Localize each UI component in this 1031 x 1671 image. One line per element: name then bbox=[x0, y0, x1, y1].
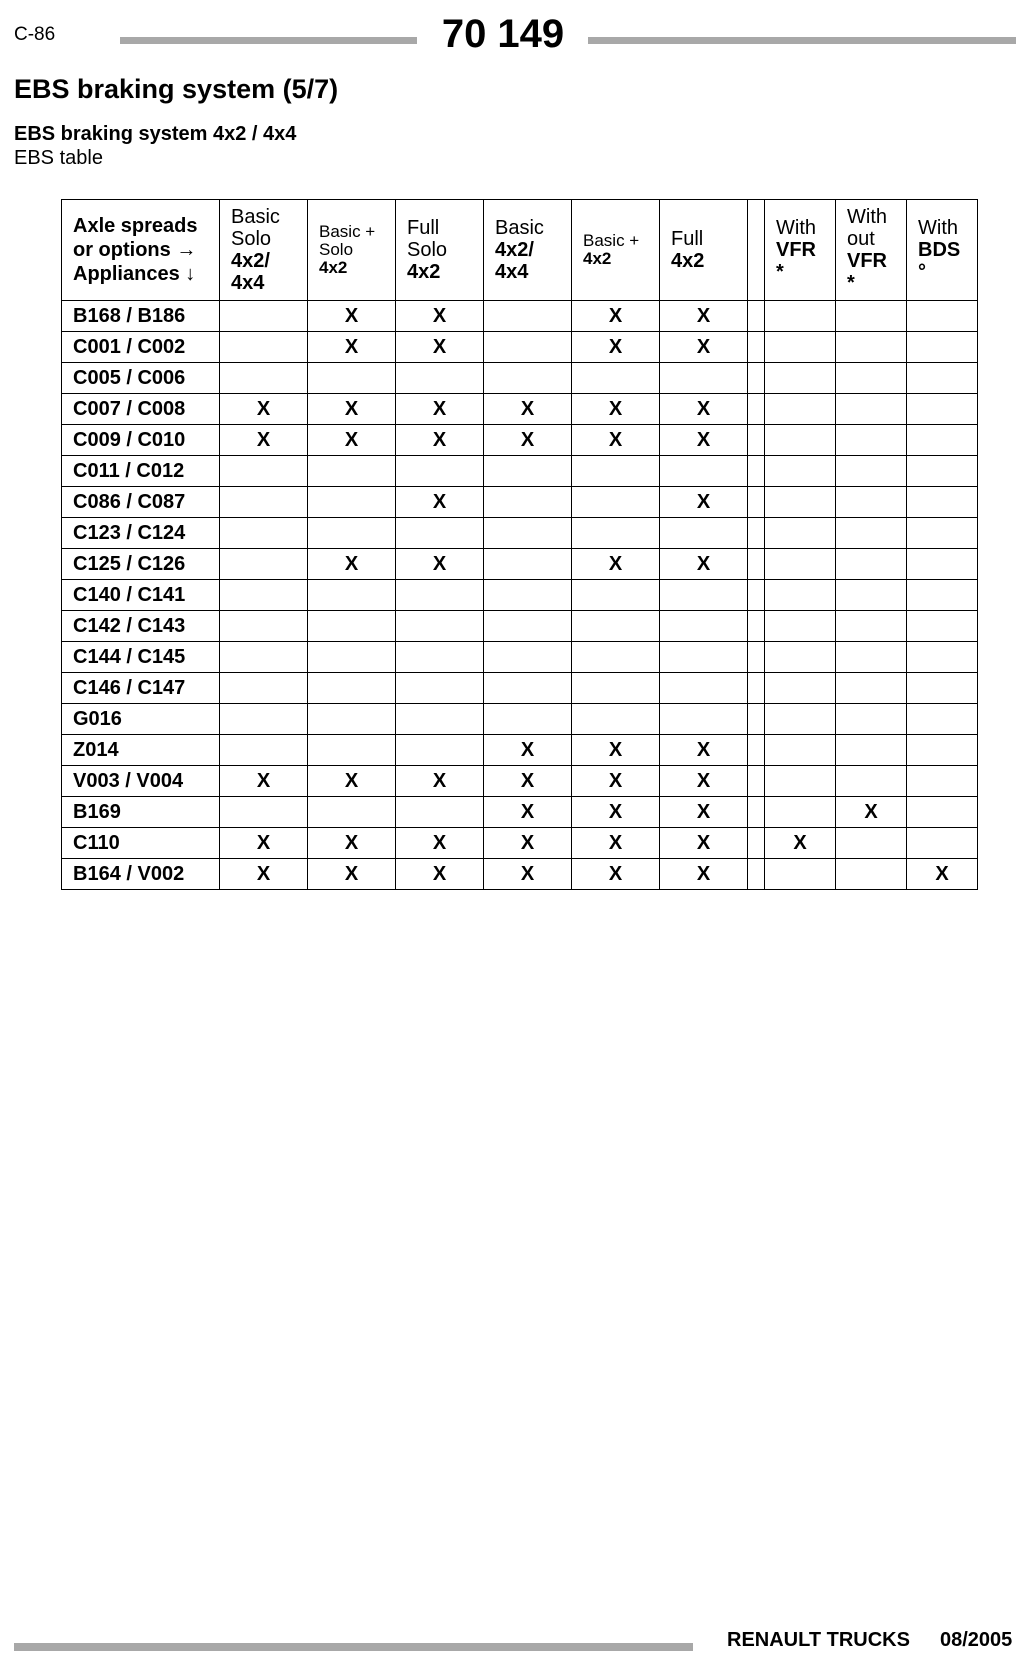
col-header-text: BDS bbox=[918, 239, 961, 261]
appliance-cell: B168 / B186 bbox=[62, 301, 220, 332]
option-cell bbox=[748, 518, 765, 549]
option-cell bbox=[765, 673, 836, 704]
table-row bbox=[62, 797, 978, 828]
col-header-basic-plus-4x2 bbox=[572, 200, 660, 301]
option-cell bbox=[484, 704, 572, 735]
option-cell bbox=[308, 642, 396, 673]
option-cell bbox=[220, 797, 308, 828]
option-cell bbox=[308, 735, 396, 766]
option-cell bbox=[836, 363, 907, 394]
option-cell: X bbox=[660, 332, 748, 363]
option-cell bbox=[748, 580, 765, 611]
option-cell bbox=[748, 549, 765, 580]
col-header-spacer bbox=[748, 200, 765, 301]
col-header-with-bds bbox=[907, 200, 978, 301]
option-cell bbox=[907, 704, 978, 735]
option-cell bbox=[907, 766, 978, 797]
option-cell: X bbox=[484, 394, 572, 425]
option-cell bbox=[308, 363, 396, 394]
option-cell bbox=[220, 518, 308, 549]
appliance-cell: C011 / C012 bbox=[62, 456, 220, 487]
option-cell: X bbox=[396, 549, 484, 580]
col-header-text: 4x4 bbox=[231, 272, 265, 294]
footer-brand: RENAULT TRUCKS bbox=[727, 1629, 910, 1651]
table-row bbox=[62, 518, 978, 549]
page-code: C-86 bbox=[14, 24, 56, 45]
appliance-cell: C086 / C087 bbox=[62, 487, 220, 518]
option-cell: X bbox=[220, 425, 308, 456]
option-cell bbox=[907, 580, 978, 611]
option-cell bbox=[660, 363, 748, 394]
option-cell bbox=[765, 518, 836, 549]
option-cell bbox=[907, 735, 978, 766]
col-header-text: VFR bbox=[776, 239, 816, 261]
option-cell bbox=[748, 673, 765, 704]
corner-line: Appliances ↓ bbox=[73, 263, 196, 285]
option-cell bbox=[572, 518, 660, 549]
option-cell bbox=[765, 611, 836, 642]
option-cell bbox=[484, 673, 572, 704]
appliance-cell: C123 / C124 bbox=[62, 518, 220, 549]
col-header-text: Basic bbox=[231, 206, 280, 228]
option-cell bbox=[907, 487, 978, 518]
col-header-text: 4x4 bbox=[495, 261, 529, 283]
option-cell bbox=[748, 456, 765, 487]
table-row bbox=[62, 425, 978, 456]
option-cell bbox=[572, 456, 660, 487]
corner-line: or options → bbox=[73, 239, 197, 261]
option-cell: X bbox=[220, 766, 308, 797]
option-cell: X bbox=[572, 549, 660, 580]
option-cell bbox=[308, 518, 396, 549]
option-cell bbox=[765, 549, 836, 580]
option-cell bbox=[765, 580, 836, 611]
option-cell bbox=[748, 611, 765, 642]
option-cell bbox=[396, 642, 484, 673]
option-cell bbox=[220, 549, 308, 580]
option-cell bbox=[396, 797, 484, 828]
table-row bbox=[62, 332, 978, 363]
option-cell bbox=[907, 332, 978, 363]
option-cell bbox=[836, 735, 907, 766]
appliance-cell: C110 bbox=[62, 828, 220, 859]
table-row bbox=[62, 704, 978, 735]
option-cell: X bbox=[660, 766, 748, 797]
option-cell bbox=[572, 704, 660, 735]
option-cell: X bbox=[396, 425, 484, 456]
option-cell: X bbox=[396, 332, 484, 363]
option-cell bbox=[748, 828, 765, 859]
option-cell bbox=[765, 704, 836, 735]
option-cell: X bbox=[396, 766, 484, 797]
option-cell: X bbox=[484, 859, 572, 890]
footer-date: 08/2005 bbox=[940, 1629, 1013, 1651]
appliance-cell: C001 / C002 bbox=[62, 332, 220, 363]
option-cell bbox=[484, 301, 572, 332]
option-cell bbox=[836, 580, 907, 611]
option-cell bbox=[572, 363, 660, 394]
table-row bbox=[62, 456, 978, 487]
option-cell: X bbox=[308, 766, 396, 797]
page-title: EBS braking system (5/7) bbox=[14, 74, 339, 104]
col-header-text: With bbox=[918, 217, 958, 239]
option-cell: X bbox=[308, 828, 396, 859]
option-cell bbox=[484, 456, 572, 487]
option-cell: X bbox=[572, 425, 660, 456]
option-cell bbox=[484, 642, 572, 673]
option-cell bbox=[748, 642, 765, 673]
option-cell: X bbox=[572, 394, 660, 425]
table-row bbox=[62, 828, 978, 859]
option-cell bbox=[660, 580, 748, 611]
option-cell bbox=[484, 580, 572, 611]
option-cell bbox=[765, 301, 836, 332]
option-cell bbox=[748, 487, 765, 518]
section-subtitle: EBS braking system 4x2 / 4x4 bbox=[14, 123, 297, 145]
option-cell bbox=[572, 673, 660, 704]
table-caption: EBS table bbox=[14, 147, 103, 169]
col-header-text: 4x2/ bbox=[495, 239, 534, 261]
col-header-basic-4x2-4x4 bbox=[484, 200, 572, 301]
option-cell bbox=[836, 704, 907, 735]
option-cell bbox=[765, 425, 836, 456]
option-cell bbox=[220, 487, 308, 518]
appliance-cell: C125 / C126 bbox=[62, 549, 220, 580]
option-cell bbox=[220, 580, 308, 611]
option-cell bbox=[907, 549, 978, 580]
option-cell bbox=[572, 642, 660, 673]
option-cell bbox=[836, 642, 907, 673]
appliance-cell: Z014 bbox=[62, 735, 220, 766]
option-cell: X bbox=[572, 735, 660, 766]
option-cell: X bbox=[572, 859, 660, 890]
option-cell: X bbox=[572, 828, 660, 859]
option-cell bbox=[308, 797, 396, 828]
col-header-text: Full bbox=[671, 228, 704, 250]
col-header-text: Solo bbox=[407, 239, 448, 261]
option-cell bbox=[220, 704, 308, 735]
option-cell bbox=[907, 363, 978, 394]
option-cell: X bbox=[220, 394, 308, 425]
col-header-basic-plus-solo-4x2 bbox=[308, 200, 396, 301]
option-cell bbox=[836, 301, 907, 332]
col-header-text: Solo bbox=[231, 228, 272, 250]
col-header-text: ° bbox=[918, 261, 926, 283]
option-cell bbox=[836, 828, 907, 859]
table-row bbox=[62, 859, 978, 890]
option-cell bbox=[484, 611, 572, 642]
option-cell bbox=[836, 549, 907, 580]
col-header-text: 4x2 bbox=[583, 249, 612, 268]
option-cell bbox=[396, 673, 484, 704]
table-row bbox=[62, 549, 978, 580]
option-cell bbox=[396, 456, 484, 487]
option-cell bbox=[836, 611, 907, 642]
option-cell: X bbox=[660, 797, 748, 828]
option-cell bbox=[484, 549, 572, 580]
appliance-cell: B169 bbox=[62, 797, 220, 828]
option-cell bbox=[484, 363, 572, 394]
option-cell bbox=[660, 642, 748, 673]
col-header-text: Solo bbox=[319, 240, 354, 259]
option-cell: X bbox=[396, 301, 484, 332]
option-cell: X bbox=[396, 487, 484, 518]
option-cell bbox=[748, 859, 765, 890]
option-cell: X bbox=[660, 549, 748, 580]
option-cell bbox=[748, 797, 765, 828]
option-cell bbox=[572, 580, 660, 611]
option-cell bbox=[572, 487, 660, 518]
option-cell bbox=[308, 611, 396, 642]
option-cell bbox=[660, 456, 748, 487]
option-cell bbox=[220, 673, 308, 704]
option-cell bbox=[907, 456, 978, 487]
col-header-basic-solo-4x2-4x4 bbox=[220, 200, 308, 301]
option-cell bbox=[765, 859, 836, 890]
option-cell: X bbox=[484, 797, 572, 828]
option-cell bbox=[907, 673, 978, 704]
option-cell bbox=[836, 518, 907, 549]
option-cell bbox=[220, 735, 308, 766]
option-cell bbox=[836, 425, 907, 456]
option-cell bbox=[748, 363, 765, 394]
option-cell bbox=[836, 673, 907, 704]
col-header-text: VFR bbox=[847, 250, 887, 272]
option-cell: X bbox=[484, 735, 572, 766]
option-cell bbox=[748, 704, 765, 735]
appliance-cell: C007 / C008 bbox=[62, 394, 220, 425]
col-header-without-vfr bbox=[836, 200, 907, 301]
option-cell: X bbox=[836, 797, 907, 828]
option-cell bbox=[907, 394, 978, 425]
option-cell bbox=[308, 673, 396, 704]
corner-header bbox=[62, 200, 220, 301]
option-cell: X bbox=[220, 859, 308, 890]
table-row bbox=[62, 611, 978, 642]
header-rule-right bbox=[588, 37, 1016, 44]
option-cell: X bbox=[660, 828, 748, 859]
option-cell bbox=[396, 580, 484, 611]
option-cell: X bbox=[308, 859, 396, 890]
option-cell bbox=[907, 518, 978, 549]
option-cell: X bbox=[308, 425, 396, 456]
option-cell bbox=[396, 518, 484, 549]
col-header-text: 4x2/ bbox=[231, 250, 270, 272]
option-cell bbox=[765, 363, 836, 394]
appliance-cell: C009 / C010 bbox=[62, 425, 220, 456]
option-cell: X bbox=[308, 394, 396, 425]
option-cell: X bbox=[660, 301, 748, 332]
option-cell bbox=[396, 704, 484, 735]
option-cell: X bbox=[660, 487, 748, 518]
option-cell: X bbox=[660, 859, 748, 890]
option-cell bbox=[308, 487, 396, 518]
option-cell bbox=[907, 425, 978, 456]
option-cell bbox=[484, 487, 572, 518]
option-cell bbox=[396, 363, 484, 394]
ebs-table bbox=[61, 199, 978, 890]
col-header-text: Basic bbox=[495, 217, 544, 239]
option-cell bbox=[220, 456, 308, 487]
option-cell bbox=[836, 766, 907, 797]
col-header-text: Full bbox=[407, 217, 440, 239]
table-row bbox=[62, 487, 978, 518]
option-cell: X bbox=[308, 301, 396, 332]
option-cell bbox=[484, 518, 572, 549]
col-header-text: * bbox=[847, 272, 855, 294]
col-header-text: Basic + bbox=[319, 222, 376, 241]
option-cell: X bbox=[660, 425, 748, 456]
option-cell: X bbox=[572, 301, 660, 332]
option-cell bbox=[765, 735, 836, 766]
option-cell bbox=[765, 766, 836, 797]
option-cell: X bbox=[396, 394, 484, 425]
option-cell bbox=[396, 735, 484, 766]
option-cell bbox=[220, 332, 308, 363]
option-cell bbox=[572, 611, 660, 642]
option-cell bbox=[836, 394, 907, 425]
appliance-cell: C140 / C141 bbox=[62, 580, 220, 611]
option-cell bbox=[396, 611, 484, 642]
appliance-cell: V003 / V004 bbox=[62, 766, 220, 797]
option-cell bbox=[907, 301, 978, 332]
option-cell bbox=[836, 456, 907, 487]
option-cell bbox=[660, 704, 748, 735]
appliance-cell: C005 / C006 bbox=[62, 363, 220, 394]
col-header-text: Basic + bbox=[583, 231, 640, 250]
option-cell bbox=[836, 487, 907, 518]
option-cell bbox=[907, 797, 978, 828]
col-header-with-vfr bbox=[765, 200, 836, 301]
option-cell: X bbox=[660, 735, 748, 766]
option-cell: X bbox=[660, 394, 748, 425]
option-cell bbox=[748, 735, 765, 766]
appliance-cell: C144 / C145 bbox=[62, 642, 220, 673]
option-cell bbox=[748, 425, 765, 456]
option-cell bbox=[660, 611, 748, 642]
option-cell bbox=[220, 611, 308, 642]
option-cell bbox=[765, 394, 836, 425]
option-cell bbox=[660, 673, 748, 704]
option-cell: X bbox=[572, 766, 660, 797]
option-cell bbox=[748, 766, 765, 797]
appliance-cell: G016 bbox=[62, 704, 220, 735]
col-header-text: 4x2 bbox=[671, 250, 705, 272]
table-row bbox=[62, 580, 978, 611]
col-header-text: With bbox=[847, 206, 887, 228]
col-header-full-solo-4x2 bbox=[396, 200, 484, 301]
table-row bbox=[62, 673, 978, 704]
option-cell bbox=[308, 456, 396, 487]
option-cell bbox=[907, 642, 978, 673]
table-row bbox=[62, 766, 978, 797]
option-cell bbox=[765, 487, 836, 518]
table-row bbox=[62, 301, 978, 332]
option-cell bbox=[220, 642, 308, 673]
option-cell bbox=[907, 611, 978, 642]
appliance-cell: C146 / C147 bbox=[62, 673, 220, 704]
option-cell bbox=[765, 797, 836, 828]
col-header-text: 4x2 bbox=[319, 258, 348, 277]
option-cell bbox=[836, 859, 907, 890]
appliance-cell: B164 / V002 bbox=[62, 859, 220, 890]
col-header-text: 4x2 bbox=[407, 261, 441, 283]
option-cell: X bbox=[765, 828, 836, 859]
option-cell: X bbox=[484, 766, 572, 797]
footer-rule bbox=[14, 1643, 693, 1651]
col-header-text: With bbox=[776, 217, 816, 239]
table-row bbox=[62, 642, 978, 673]
option-cell bbox=[836, 332, 907, 363]
appliance-cell: C142 / C143 bbox=[62, 611, 220, 642]
option-cell bbox=[748, 301, 765, 332]
option-cell bbox=[660, 518, 748, 549]
option-cell: X bbox=[572, 332, 660, 363]
document-number: 70 149 bbox=[441, 12, 565, 56]
option-cell: X bbox=[220, 828, 308, 859]
option-cell bbox=[308, 580, 396, 611]
option-cell: X bbox=[396, 859, 484, 890]
option-cell: X bbox=[396, 828, 484, 859]
option-cell bbox=[308, 704, 396, 735]
table-header-row bbox=[62, 200, 978, 301]
option-cell bbox=[765, 332, 836, 363]
table-row bbox=[62, 735, 978, 766]
option-cell bbox=[907, 828, 978, 859]
table-row bbox=[62, 363, 978, 394]
option-cell bbox=[220, 301, 308, 332]
col-header-full-4x2 bbox=[660, 200, 748, 301]
corner-line: Axle spreads bbox=[73, 215, 198, 237]
table-row bbox=[62, 394, 978, 425]
option-cell bbox=[765, 642, 836, 673]
option-cell bbox=[220, 363, 308, 394]
option-cell: X bbox=[484, 828, 572, 859]
option-cell: X bbox=[907, 859, 978, 890]
col-header-text: out bbox=[847, 228, 875, 250]
option-cell: X bbox=[308, 549, 396, 580]
header-rule-left bbox=[120, 37, 417, 44]
option-cell: X bbox=[308, 332, 396, 363]
option-cell: X bbox=[572, 797, 660, 828]
option-cell bbox=[748, 332, 765, 363]
table-body bbox=[62, 301, 978, 890]
option-cell: X bbox=[484, 425, 572, 456]
option-cell bbox=[748, 394, 765, 425]
option-cell bbox=[765, 456, 836, 487]
col-header-text: * bbox=[776, 261, 784, 283]
option-cell bbox=[484, 332, 572, 363]
